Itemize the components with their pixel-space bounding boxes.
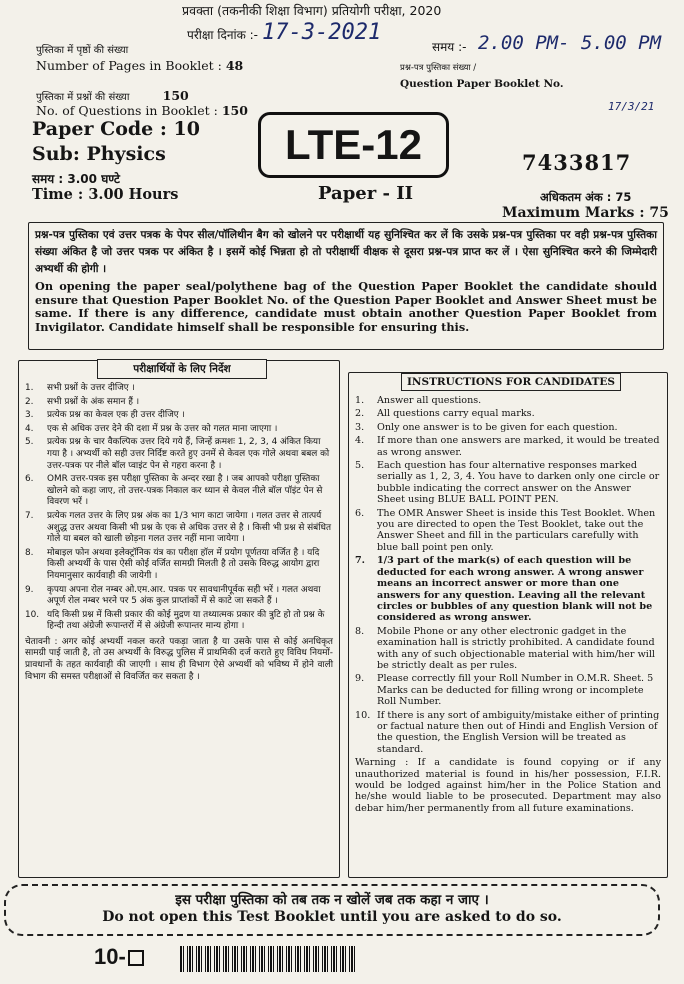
list-item: 2. सभी प्रश्नों के अंक समान हैं ।: [25, 396, 140, 407]
pages-label-hindi: पुस्तिका में पृष्ठों की संख्या: [36, 45, 129, 56]
list-item: 4. एक से अधिक उत्तर देने की दशा में प्रश्न के उत्तर को गलत माना जाएगा ।: [25, 423, 278, 434]
exam-title-hindi: प्रवक्ता (तकनीकी शिक्षा विभाग) प्रतियोगी परीक्षा, 2020: [182, 3, 442, 18]
list-item: 9. कृपया अपना रोल नम्बर ओ.एम.आर. पत्रक पर सावधानीपूर्वक सही भरें । गलत अथवा अपूर्ण रोल नम्बर भरने पर 5 अंक कुल प्राप्तांकों में से काटे जा सकते हैं ।: [25, 584, 321, 607]
list-item: 5. Each question has four alternative responses marked serially as 1, 2, 3, 4. You have to darken only one circle or bubble indicating the correct answer on the Answer Sheet using BLUE BALL POINT PEN.: [355, 460, 660, 506]
list-item: 2. All questions carry equal marks.: [355, 408, 535, 420]
footer-notice-english: Do not open this Test Booklet until you are asked to do so.: [102, 909, 562, 925]
exam-date-handwritten: 17-3-2021: [262, 20, 382, 45]
pages-value: 48: [225, 58, 244, 73]
hindi-instructions-panel: [18, 360, 340, 878]
list-item: 1. सभी प्रश्नों के उत्तर दीजिए ।: [25, 383, 135, 393]
english-instructions-title: INSTRUCTIONS FOR CANDIDATES: [401, 373, 621, 391]
list-item: 10. यदि किसी प्रश्न में किसी प्रकार की कोई मुद्रण या तथ्यात्मक प्रकार की त्रुटि हो तो प्रश्न के हिन्दी तथा अंग्रेजी रूपान्तरों में से अंग्रेजी रूपान्तर मान्य होगा ।: [25, 609, 325, 632]
max-marks: Maximum Marks : 75: [502, 205, 669, 221]
booklet-code: 10-: [94, 944, 144, 970]
seal-notice-english: On opening the paper seal/polythene bag of the Question Paper Booklet the candidate should ensure that Question Paper Booklet No. of the Question Paper Booklet and Answer Sheet must be same. If there is any difference, candidate must obtain another Question Paper Booklet from Invigilator. Candidate himself shall be responsible for ensuring this.: [35, 279, 657, 334]
list-item: 5. प्रत्येक प्रश्न के चार वैकल्पिक उत्तर दिये गये हैं, जिन्हें क्रमशः 1, 2, 3, 4 अंकित किया गया है । अभ्यर्थी को सही उत्तर निर्दिष्ट करते हुए उनमें से केवल एक गोले अथवा बबल को उत्तर-पत्रक पर नीले बॉल प्वाइंट पेन से गहरा करना है ।: [25, 437, 330, 471]
time-duration: Time : 3.00 Hours: [32, 186, 179, 203]
english-instructions-list: [355, 395, 661, 755]
footer-notice-box: [4, 884, 660, 936]
time-hindi: समय : 3.00 घण्टे: [32, 172, 120, 186]
list-item: 8. मोबाइल फोन अथवा इलेक्ट्रॉनिक यंत्र का परीक्षा हॉल में प्रयोग पूर्णतया वर्जित है । यदि किसी अभ्यर्थी के पास ऐसी कोई वर्जित सामग्री मिलती है तो उसके विरुद्ध आयोग द्वारा नियमानुसार कार्यवाही की जायेगी ।: [25, 547, 320, 581]
seal-notice-box: [28, 222, 664, 350]
list-item: 9. Please correctly fill your Roll Number in O.M.R. Sheet. 5 Marks can be deducted for filling wrong or incomplete Roll Number.: [355, 673, 654, 708]
hindi-warning: चेतावनी : अगर कोई अभ्यर्थी नकल करते पकड़ा जाता है या उसके पास से कोई अनधिकृत सामग्री पाई जाती है, तो उस अभ्यर्थी के विरुद्ध पुलिस में प्राथमिकी दर्ज कराते हुए विविध नियमों-प्रावधानों के तहत कार्यवाही की जाएगी । साथ ही विभाग ऐसे अभ्यर्थी को भविष्य में होने वाली विभाग की समस्त परीक्षाओं से विवर्जित कर सकता है ।: [25, 636, 333, 682]
list-item: 8. Mobile Phone or any other electronic gadget in the examination hall is strictly prohibited. A candidate found with any of such objectionable material with him/her will be strictly dealt as per rules.: [355, 625, 655, 671]
list-item: 7. 1/3 part of the mark(s) of each question will be deducted for each wrong answer. A wrong answer means an incorrect answer or more than one answers for any question. Leaving all the relevant circles or bubbles of any question blank will not be considered as wrong answer.: [355, 555, 653, 624]
series-code-box: LTE-12: [258, 112, 449, 178]
booklet-no-label: Question Paper Booklet No.: [400, 78, 564, 90]
hindi-instructions-title: परीक्षार्थियों के लिए निर्देश: [97, 359, 267, 379]
questions-label-hindi: पुस्तिका में प्रश्नों की संख्या 150: [36, 88, 189, 103]
questions-value: 150: [221, 103, 248, 118]
list-item: 7. प्रत्येक गलत उत्तर के लिए प्रश्न अंक का 1/3 भाग काटा जायेगा । गलत उत्तर से तात्पर्य अशुद्ध उत्तर अथवा किसी भी प्रश्न के एक से अधिक उत्तर से है । किसी भी प्रश्न से संबंधित गोले या बबल को खाली छोड़ना गलत उत्तर नहीं माना जायेगा ।: [25, 510, 332, 545]
seal-notice-hindi: प्रश्न-पत्र पुस्तिका एवं उत्तर पत्रक के पेपर सील/पॉलिथीन बैग को खोलने पर परीक्षार्थी यह सुनिश्चित कर लें कि उसके प्रश्न-पत्र पुस्तिका पर वही प्रश्न-पत्र पुस्तिका संख्या अंकित है जो उत्तर पत्रक पर अंकित है । इसमें कोई भिन्नता हो तो परीक्षार्थी वीक्षक से दूसरा प्रश्न-पत्र प्राप्त कर लें । ऐसा सुनिश्चित करने की जिम्मेदारी अभ्यर्थी की होगी ।: [35, 229, 657, 275]
list-item: 3. प्रत्येक प्रश्न का केवल एक ही उत्तर दीजिए ।: [25, 410, 185, 421]
max-marks-hindi: अधिकतम अंक : 75: [540, 190, 632, 204]
questions-label: No. of Questions in Booklet : 150: [36, 103, 248, 118]
subject: Sub: Physics: [32, 143, 166, 165]
list-item: 3. Only one answer is to be given for each question.: [355, 421, 618, 433]
invigilator-initials: 17/3/21: [608, 100, 655, 113]
list-item: 6. The OMR Answer Sheet is inside this Test Booklet. When you are directed to open the Test Booklet, take out the Answer Sheet and fill in the particulars carefully with blue ball point pen only.: [355, 507, 656, 553]
list-item: 1. Answer all questions.: [355, 395, 482, 406]
pages-label: Number of Pages in Booklet : 48: [36, 58, 244, 73]
booklet-no-label-hindi: प्रश्न-पत्र पुस्तिका संख्या /: [400, 63, 477, 73]
barcode-icon: [180, 946, 356, 972]
footer-notice-hindi: इस परीक्षा पुस्तिका को तब तक न खोलें जब तक कहा न जाए ।: [175, 892, 489, 908]
english-instructions-panel: [348, 372, 668, 878]
serial-number: 7433817: [522, 150, 632, 175]
exam-date-label: परीक्षा दिनांक :-: [187, 28, 259, 42]
list-item: 10. If there is any sort of ambiguity/mistake either of printing or factual nature then out of Hindi and English Version of the question, the English Version will be treated as standard.: [355, 709, 660, 755]
paper-code: Paper Code : 10: [32, 118, 200, 140]
list-item: 4. If more than one answers are marked, it would be treated as wrong answer.: [355, 435, 660, 458]
square-icon: [128, 950, 144, 966]
exam-time-label: समय :-: [432, 40, 467, 54]
english-warning: Warning : If a candidate is found copying or if any unauthorized material is found in his/her possession, F.I.R. would be lodged against him/her in the Police Station and he/she would liable to be prosecuted. Department may also debar him/her permanently from all future examinations.: [355, 757, 661, 814]
hindi-instructions-list: [25, 383, 333, 633]
exam-time-handwritten: 2.00 PM- 5.00 PM: [478, 32, 662, 54]
list-item: 6. OMR उत्तर-पत्रक इस परीक्षा पुस्तिका के अन्दर रखा है । जब आपको परीक्षा पुस्तिका खोलने को कहा जाए, तो उत्तर-पत्रक निकाल कर ध्यान से केवल नीले बॉल पॉइंट पेन से विवरण भरें ।: [25, 474, 323, 508]
paper-number: Paper - II: [318, 183, 414, 204]
